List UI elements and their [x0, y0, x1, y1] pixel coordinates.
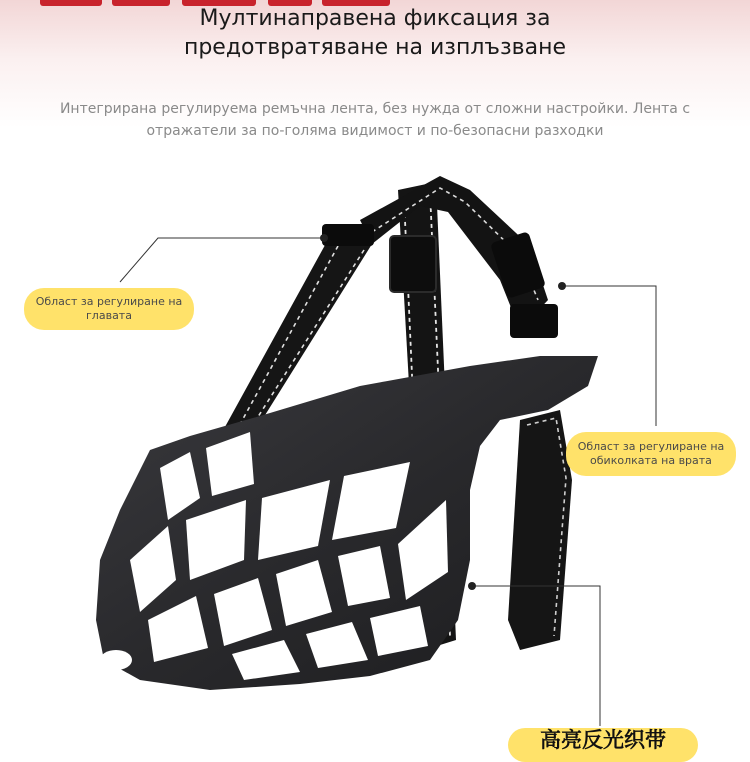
description-text: Интегрирана регулируема ремъчна лента, без нужда от сложни настройки. Лента с отражатели за по-голяма видимост и по-безопасни разходки	[59, 101, 691, 139]
callout-reflective-label: 高亮反光织带	[540, 728, 666, 752]
callout-head-adjustment	[24, 288, 194, 330]
callout-dot-reflective	[468, 582, 476, 590]
callout-dot-neck	[558, 282, 566, 290]
callout-head-label: Област за регулиране на главата	[35, 295, 183, 322]
side-release-buckle	[490, 231, 546, 299]
neck-strap-back	[508, 410, 572, 650]
callout-neck-label: Област за регулиране на обиколката на врата	[577, 440, 725, 467]
headline-line-1: Мултинаправена фиксация за	[199, 6, 551, 31]
callout-neck-adjustment	[566, 432, 736, 476]
muzzle-nose-hole	[100, 650, 132, 670]
callout-dot-head	[320, 234, 328, 242]
callout-reflective-strap	[508, 728, 698, 762]
neck-buckle	[510, 304, 558, 338]
headline-line-2: предотвратяване на изплъзване	[183, 35, 567, 60]
head-buckle	[322, 224, 374, 246]
slider-buckle	[390, 236, 436, 292]
